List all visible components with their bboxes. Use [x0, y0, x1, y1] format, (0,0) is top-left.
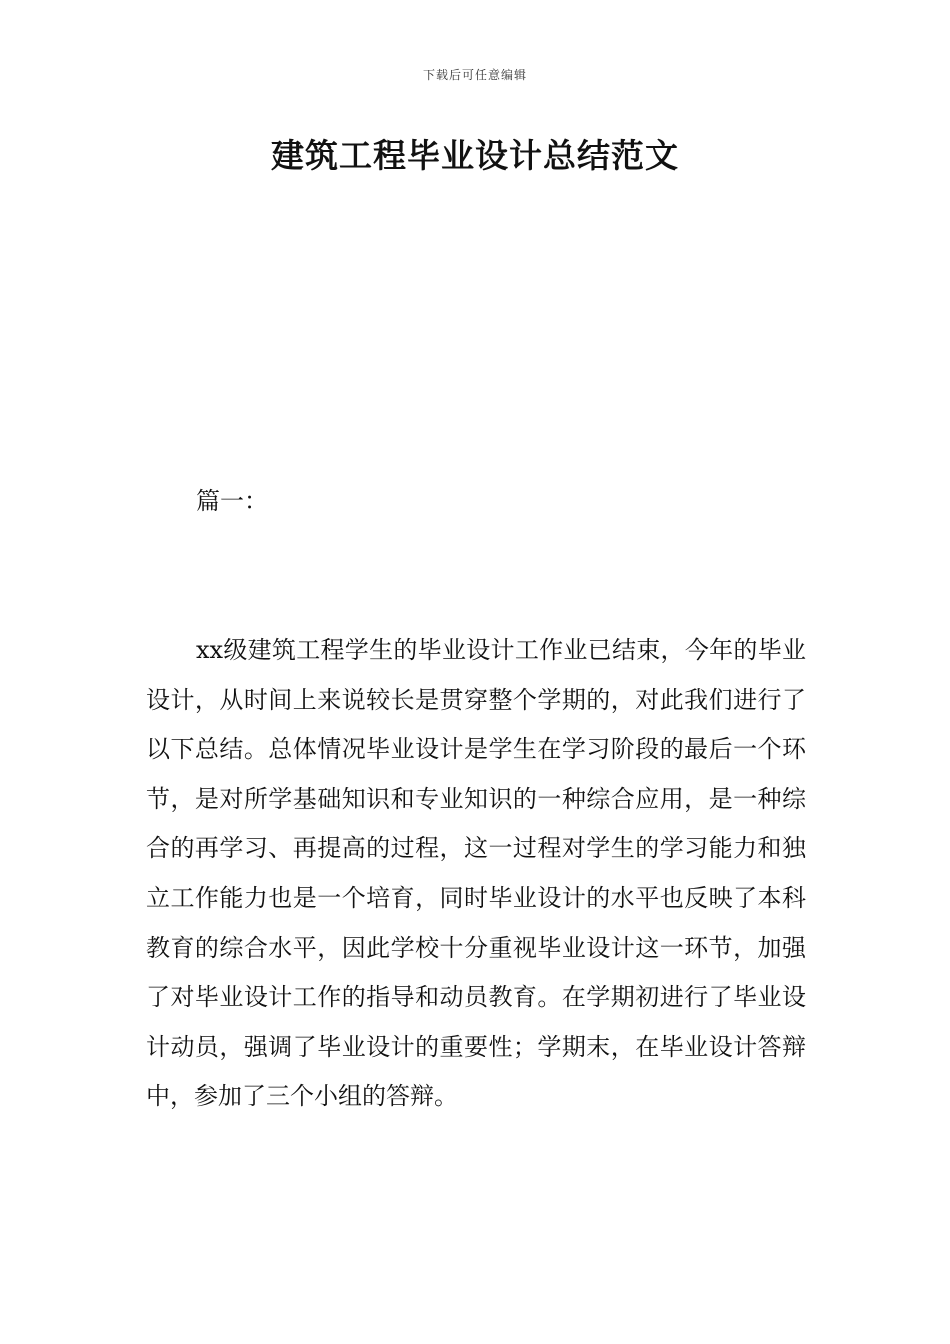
section-label: 篇一：	[196, 487, 268, 515]
document-title: 建筑工程毕业设计总结范文	[271, 136, 679, 175]
body-paragraph: xx级建筑工程学生的毕业设计工作业已结束，今年的毕业设计，从时间上来说较长是贯穿整个学期的，对此我们进行了以下总结。总体情况毕业设计是学生在学习阶段的最后一个环节，是对所学基础知识和专业知识的一种综合应用，是一种综合的再学习、再提高的过程，这一过程对学生的学习能力和独立工作能力也是一个培育，同时毕业设计的水平也反映了本科教育的综合水平，因此学校十分重视毕业设计这一环节，加强了对毕业设计工作的指导和动员教育。在学期初进行了毕业设计动员，强调了毕业设计的重要性；学期末，在毕业设计答辩中，参加了三个小组的答辩。	[146, 636, 806, 1111]
header-note: 下载后可任意编辑	[422, 68, 527, 82]
